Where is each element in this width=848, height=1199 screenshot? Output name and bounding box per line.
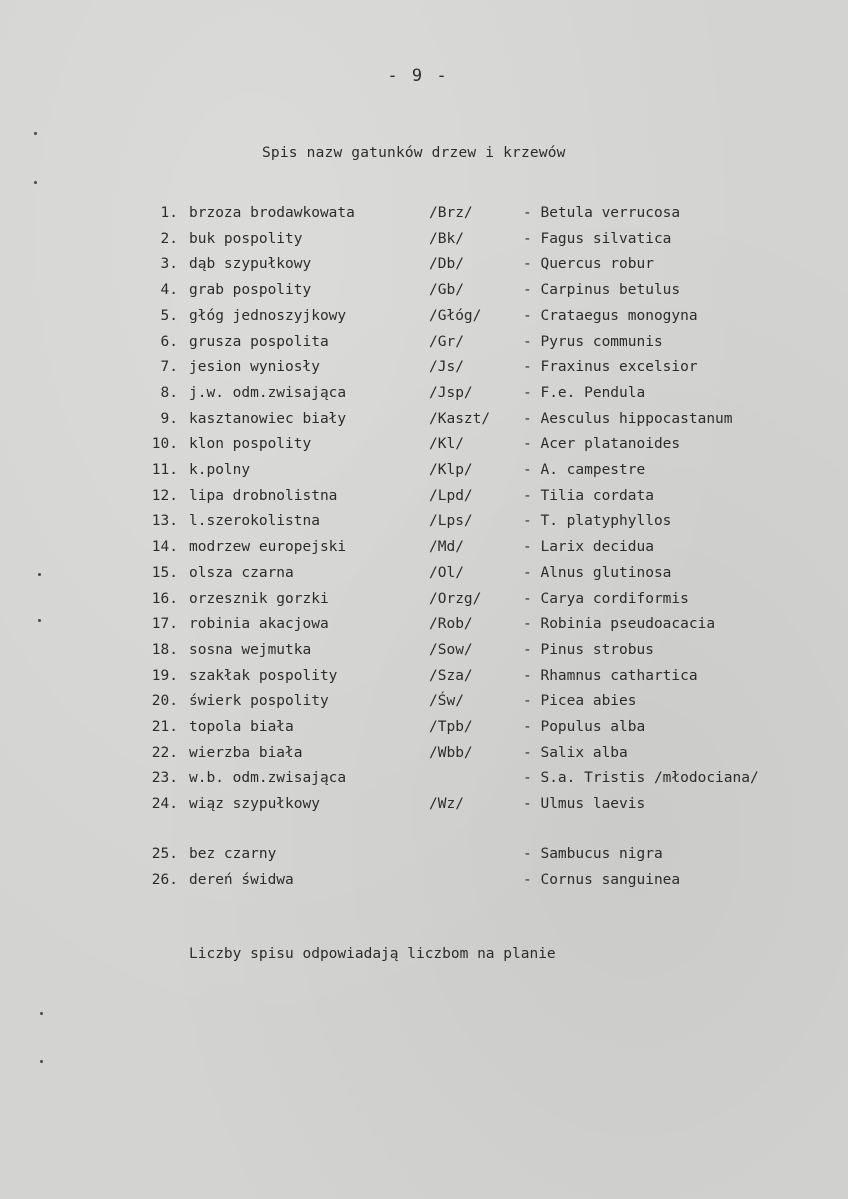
species-number: 19. [151,668,178,684]
species-abbreviation: /Kaszt/ [429,411,491,427]
species-polish-name: wiąz szypułkowy [189,796,320,812]
species-polish-name: topola biała [189,719,294,735]
species-row [0,539,848,561]
species-polish-name: wierzba biała [189,745,303,761]
species-row [0,282,848,304]
species-abbreviation: /Lps/ [429,513,473,529]
species-row [0,668,848,690]
species-latin-name: - Carpinus betulus [523,282,681,298]
species-row [0,256,848,278]
species-latin-name: - T. platyphyllos [523,513,672,529]
species-number: 11. [151,462,178,478]
species-number: 25. [151,846,178,862]
punch-mark [38,573,41,576]
species-abbreviation: /Js/ [429,359,464,375]
species-abbreviation: /Orzg/ [429,591,482,607]
species-row [0,872,848,894]
species-polish-name: k.polny [189,462,251,478]
species-polish-name: głóg jednoszyjkowy [189,308,347,324]
punch-mark [34,132,37,135]
species-row [0,796,848,818]
species-row [0,411,848,433]
species-polish-name: szakłak pospolity [189,668,338,684]
species-number: 17. [151,616,178,632]
species-row [0,231,848,253]
species-latin-name: - Alnus glutinosa [523,565,672,581]
species-polish-name: kasztanowiec biały [189,411,347,427]
species-row [0,334,848,356]
species-latin-name: - Fagus silvatica [523,231,672,247]
species-polish-name: grab pospolity [189,282,312,298]
species-abbreviation: /Sza/ [429,668,473,684]
species-polish-name: j.w. odm.zwisająca [189,385,347,401]
species-latin-name: - F.e. Pendula [523,385,646,401]
species-abbreviation: /Db/ [429,256,464,272]
species-abbreviation: /Jsp/ [429,385,473,401]
species-abbreviation: /Lpd/ [429,488,473,504]
species-row [0,745,848,767]
species-row [0,385,848,407]
species-latin-name: - Rhamnus cathartica [523,668,698,684]
species-row [0,642,848,664]
species-polish-name: modrzew europejski [189,539,347,555]
species-number: 9. [160,411,178,427]
species-abbreviation: /Klp/ [429,462,473,478]
species-number: 12. [151,488,178,504]
species-abbreviation: /Gr/ [429,334,464,350]
species-abbreviation: /Kl/ [429,436,464,452]
page-number: - 9 - [387,66,449,86]
species-latin-name: - A. campestre [523,462,646,478]
species-latin-name: - S.a. Tristis /młodociana/ [523,770,759,786]
species-number: 20. [151,693,178,709]
species-polish-name: lipa drobnolistna [189,488,338,504]
species-row [0,565,848,587]
species-abbreviation: /Brz/ [429,205,473,221]
species-abbreviation: /Św/ [429,693,464,709]
species-number: 4. [160,282,178,298]
species-polish-name: klon pospolity [189,436,312,452]
punch-mark [38,619,41,622]
document-title: Spis nazw gatunków drzew i krzewów [262,145,566,161]
species-row [0,693,848,715]
species-abbreviation: /Sow/ [429,642,473,658]
species-row [0,513,848,535]
species-abbreviation: /Tpb/ [429,719,473,735]
species-latin-name: - Pyrus communis [523,334,663,350]
species-polish-name: robinia akacjowa [189,616,329,632]
species-latin-name: - Carya cordiformis [523,591,689,607]
species-abbreviation: /Bk/ [429,231,464,247]
species-latin-name: - Ulmus laevis [523,796,646,812]
species-latin-name: - Cornus sanguinea [523,872,681,888]
species-number: 2. [160,231,178,247]
species-number: 21. [151,719,178,735]
species-latin-name: - Sambucus nigra [523,846,663,862]
species-latin-name: - Fraxinus excelsior [523,359,698,375]
species-abbreviation: /Wz/ [429,796,464,812]
species-polish-name: świerk pospolity [189,693,329,709]
species-number: 3. [160,256,178,272]
species-latin-name: - Betula verrucosa [523,205,681,221]
species-number: 8. [160,385,178,401]
species-number: 22. [151,745,178,761]
species-number: 23. [151,770,178,786]
species-row [0,616,848,638]
species-row [0,770,848,792]
species-number: 26. [151,872,178,888]
species-polish-name: orzesznik gorzki [189,591,329,607]
species-polish-name: olsza czarna [189,565,294,581]
species-number: 7. [160,359,178,375]
species-latin-name: - Quercus robur [523,256,654,272]
species-abbreviation: /Rob/ [429,616,473,632]
species-polish-name: l.szerokolistna [189,513,320,529]
footer-note: Liczby spisu odpowiadają liczbom na planie [189,946,556,962]
species-polish-name: jesion wyniosły [189,359,320,375]
species-row [0,719,848,741]
species-polish-name: brzoza brodawkowata [189,205,355,221]
species-row [0,846,848,868]
species-latin-name: - Larix decidua [523,539,654,555]
species-latin-name: - Picea abies [523,693,637,709]
species-abbreviation: /Głóg/ [429,308,482,324]
punch-mark [34,181,37,184]
species-polish-name: dereń świdwa [189,872,294,888]
species-latin-name: - Aesculus hippocastanum [523,411,733,427]
species-row [0,591,848,613]
species-abbreviation: /Ol/ [429,565,464,581]
species-latin-name: - Robinia pseudoacacia [523,616,716,632]
species-polish-name: grusza pospolita [189,334,329,350]
species-number: 18. [151,642,178,658]
species-abbreviation: /Md/ [429,539,464,555]
species-abbreviation: /Wbb/ [429,745,473,761]
species-abbreviation: /Gb/ [429,282,464,298]
species-row [0,308,848,330]
species-number: 10. [151,436,178,452]
species-latin-name: - Salix alba [523,745,628,761]
species-polish-name: sosna wejmutka [189,642,312,658]
species-number: 13. [151,513,178,529]
species-row [0,359,848,381]
punch-mark [40,1060,43,1063]
species-latin-name: - Pinus strobus [523,642,654,658]
species-latin-name: - Populus alba [523,719,646,735]
species-number: 15. [151,565,178,581]
species-polish-name: w.b. odm.zwisająca [189,770,347,786]
species-row [0,488,848,510]
species-row [0,462,848,484]
species-latin-name: - Crataegus monogyna [523,308,698,324]
species-number: 6. [160,334,178,350]
species-number: 14. [151,539,178,555]
species-number: 5. [160,308,178,324]
species-polish-name: dąb szypułkowy [189,256,312,272]
species-latin-name: - Tilia cordata [523,488,654,504]
punch-mark [40,1012,43,1015]
species-polish-name: buk pospolity [189,231,303,247]
species-number: 16. [151,591,178,607]
species-number: 1. [160,205,178,221]
species-row [0,436,848,458]
species-latin-name: - Acer platanoides [523,436,681,452]
species-polish-name: bez czarny [189,846,277,862]
species-number: 24. [151,796,178,812]
species-row [0,205,848,227]
